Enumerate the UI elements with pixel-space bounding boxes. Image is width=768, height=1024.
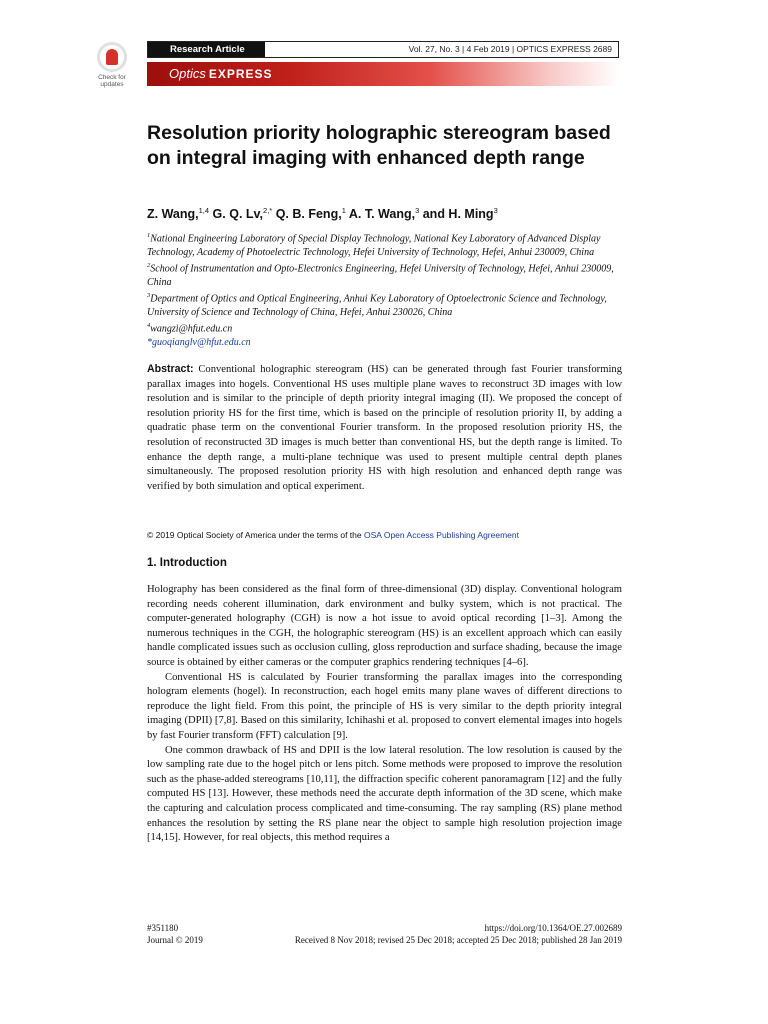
abstract-text: Conventional holographic stereogram (HS) can be generated through fast Fourier transforming parallax images into hogels. Conventional HS uses multiple plane waves to reconstruct 3D images with low resolution and is similar to the principle of depth priority integral imaging (II). We proposed the concept of resolution priority HS for the first time, which is based on the principle of resolution priority II, by adding a quadratic phase term on the conventional Fourier transform. In the proposed resolution priority HS, the resolution of reconstructed 3D images is much better than conventional HS, but the depth range is limited. To enhance the depth range, a multi-plane technique was used to present multiple central depth planes simultaneously. The proposed resolution priority HS with high resolution and enhanced depth range was verified by both simulation and optical experiment. — [147, 364, 622, 492]
author: G. Q. Lv,$^{2,*}$ — [212, 206, 273, 222]
journal-logo: Optics EXPRESS — [169, 66, 273, 81]
paragraph: One common drawback of HS and DPII is the low lateral resolution. The low resolution is caused by the low sampling rate due to the hogel pitch or lens pitch. Some methods were proposed to improve the resolution such as the phase-added stereograms [10,11], the diffraction specific coherent panoramagram [12] and the fully computed HS [13]. However, these methods need the accurate depth information of the 3D scene, which make the capturing and calculation process complicated and time-consuming. The ray sampling (RS) plane method enhances the resolution by setting the RS plane near the object to sample high resolution projection image [14,15]. However, for real objects, this method requires a — [147, 744, 622, 844]
paper-title: Resolution priority holographic stereogram based on integral imaging with enhanced depth range — [147, 122, 611, 169]
author: A. T. Wang,$^3$ — [348, 206, 420, 222]
author: and H. Ming$^3$ — [422, 206, 498, 222]
license-link[interactable]: OSA Open Access Publishing Agreement — [364, 530, 519, 540]
paragraph: Holography has been considered as the final form of three-dimensional (3D) display. Conventional hologram recording needs coherent illumination, dark environment and bulky system, which is not practical. The computer-generated holography (CGH) is now a hot issue to avoid optical recording [1–3]. Among the numerous techniques in the CGH, the holographic stereogram (HS) is an excellent approach which can easily handle complicated issues such as occlusion culling, gloss reproduction and surface shading, because the image source is obtained by either cameras or the computer graphics rendering techniques [4–6]. — [147, 584, 622, 668]
affiliation: $^1$National Engineering Laboratory of Special Display Technology, National Key Laboratory of Advanced Display Technology, Academy of Photoelectric Technology, Hefei University of Technology, Hefei, Anhui 230009, China — [147, 232, 601, 258]
abstract-label: Abstract: — [147, 363, 194, 375]
paragraph: Conventional HS is calculated by Fourier transforming the parallax images into the corresponding hologram elements (hogel). In reconstruction, each hogel emits many plane waves of different directions to reproduce the light field. From this point, the principle of HS is very similar to the depth priority integral imaging (DPII) [7,8]. Based on this similarity, Ichihashi et al. proposed to convert elemental images into hogels by fast Fourier transform (FFT) calculation [9]. — [147, 671, 622, 741]
footer-left — [147, 922, 203, 946]
footer-right — [295, 922, 622, 946]
corresponding-email-link[interactable]: *guoqianglv@hfut.edu.cn — [147, 337, 251, 349]
section-heading: 1. Introduction — [147, 557, 227, 569]
author-email[interactable]: $^4$wangzi@hfut.edu.cn — [147, 322, 233, 335]
abstract — [147, 362, 622, 494]
author: Q. B. Feng,$^1$ — [275, 206, 346, 222]
author: Z. Wang,$^{1,4}$ — [147, 206, 210, 222]
header-bar — [147, 41, 619, 58]
crossmark-icon — [97, 42, 127, 72]
copyright-notice: © 2019 Optical Society of America under the terms of the OSA Open Access Publishing Agreement — [147, 530, 519, 540]
journal-banner — [147, 62, 619, 86]
manuscript-id: #351180 — [147, 923, 179, 933]
article-type-label: Research Article — [148, 42, 265, 57]
publication-dates: Received 8 Nov 2018; revised 25 Dec 2018; accepted 25 Dec 2018; published 28 Jan 2019 — [294, 935, 622, 945]
section-body — [147, 583, 622, 846]
affiliations — [147, 229, 619, 350]
badge-label: Check for updates — [98, 74, 126, 88]
journal-copyright: Journal © 2019 — [147, 935, 203, 945]
doi-link[interactable]: https://doi.org/10.1364/OE.27.002689 — [484, 923, 622, 933]
affiliation: $^2$School of Instrumentation and Opto-Electronics Engineering, Hefei University of Technology, Hefei, Anhui 230009, China — [147, 262, 614, 288]
check-for-updates-badge[interactable] — [92, 42, 132, 88]
affiliation: $^3$Department of Optics and Optical Engineering, Anhui Key Laboratory of Optoelectronic Science and Technology, University of Science and Technology of China, Hefei, Anhui 230026, China — [147, 292, 607, 319]
author-list — [147, 206, 498, 221]
journal-citation: Vol. 27, No. 3 | 4 Feb 2019 | OPTICS EXPRESS 2689 — [408, 44, 612, 54]
